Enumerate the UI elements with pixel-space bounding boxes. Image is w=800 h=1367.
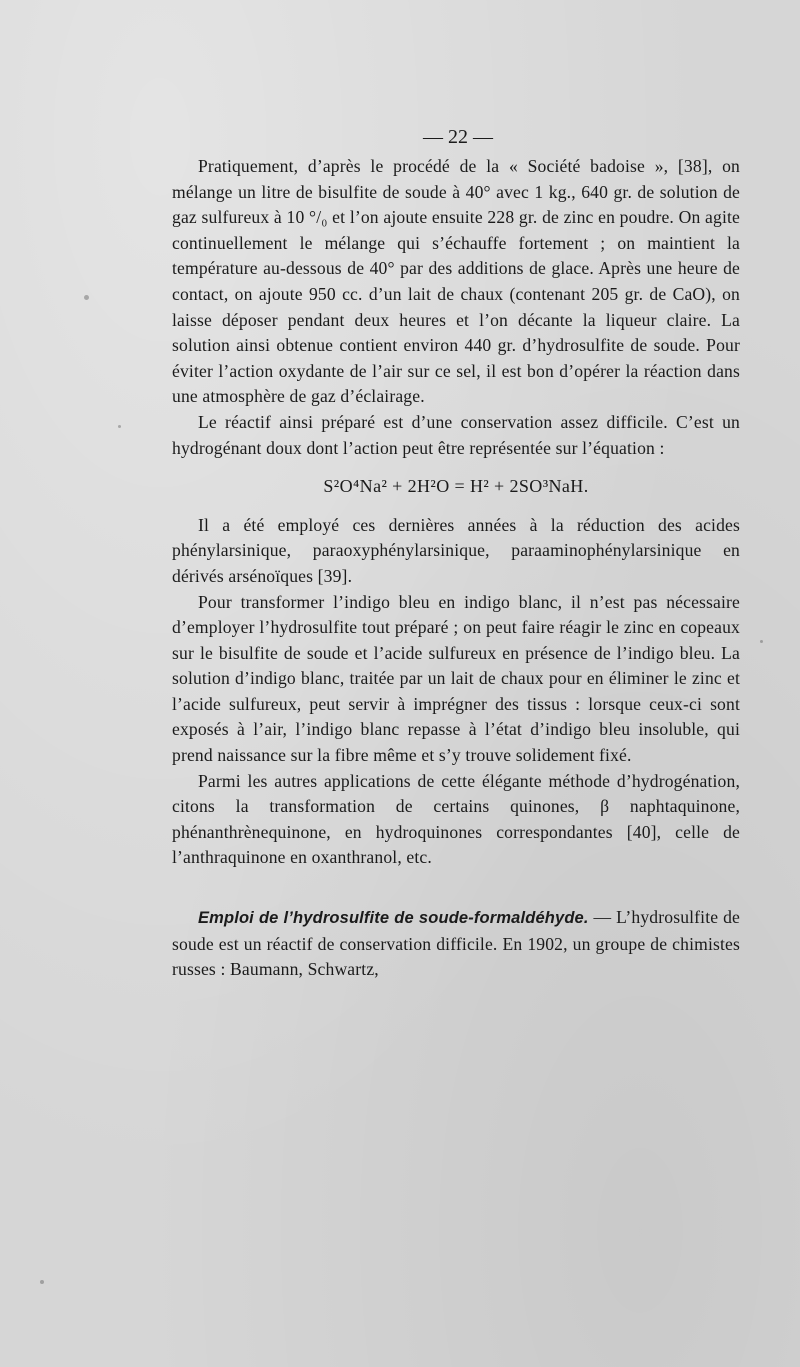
print-speck [84,295,89,300]
paragraph-formaldehyde-text: — L’hydrosulfite de soude est un réactif de conservation difficile. En 1902, un groupe de chimistes russes : Baumann, Schwartz, [172,907,740,980]
print-speck [760,640,763,643]
print-speck [118,425,121,428]
section-heading: Emploi de l’hydrosulfite de soude-formaldéhyde. [198,909,589,928]
paragraph-reagent: Le réactif ainsi préparé est d’une conservation assez difficile. C’est un hydrogénant doux dont l’action peut être représentée sur l’équation : [172,411,740,458]
print-speck [40,1280,44,1284]
paragraph-indigo: Pour transformer l’indigo bleu en indigo blanc, il n’est pas nécessaire d’employer l’hydrosulfite tout préparé ; on peut faire réagir le zinc en copeaux sur le bisulfite de soude et l’acide sulfureux en présence de l’indigo bleu. La solution d’indigo blanc, traitée par un lait de chaux pour en éliminer le zinc et l’acide sulfureux, peut servir à imprégner des tissus : lorsque ceux-ci sont exposés à l’air, l’indigo blanc repasse à l’état d’indigo bleu insoluble, qui prend naissance sur la fibre même et s’y trouve solidement fixé. [172,591,740,766]
paragraph-quinones: Parmi les autres applications de cette élégante méthode d’hydrogénation, citons la transformation de certains quinones, β naphtaquinone, phénanthrènequinone, en hydroquinones correspondantes [40], celle de l’anthraquinone en oxanthranol, etc. [172,770,740,868]
paragraph-procedure: Pratiquement, d’après le procédé de la « Société badoise », [38], on mélange un litre de bisulfite de soude à 40° avec 1 kg., 640 gr. de solution de gaz sulfureux à 10 °/₀ et l’on ajoute ensuite 228 gr. de zinc en poudre. On agite continuellement le mélange qui s’échauffe fortement ; on maintient la température au-dessous de 40° par des additions de glace. Après une heure de contact, on ajoute 950 cc. d’un lait de chaux (contenant 205 gr. de CaO), on laisse déposer pendant deux heures et l’on décante la liqueur claire. La solution ainsi obtenue contient environ 440 gr. d’hydrosulfite de soude. Pour éviter l’action oxydante de l’air sur ce sel, il est bon d’opérer la réaction dans une atmosphère de gaz d’éclairage. [172,156,740,407]
paragraph-arsenic-reduction: Il a été employé ces dernières années à la réduction des acides phénylarsinique, paraoxyphénylarsinique, paraaminophénylarsinique en dérivés arsénoïques [39]. [172,514,740,586]
paragraph-formaldehyde [172,905,740,983]
page-number: — 22 — [423,126,493,148]
chemical-equation: S²O⁴Na² + 2H²O = H² + 2SO³NaH. [323,476,589,497]
page-body [172,122,740,983]
